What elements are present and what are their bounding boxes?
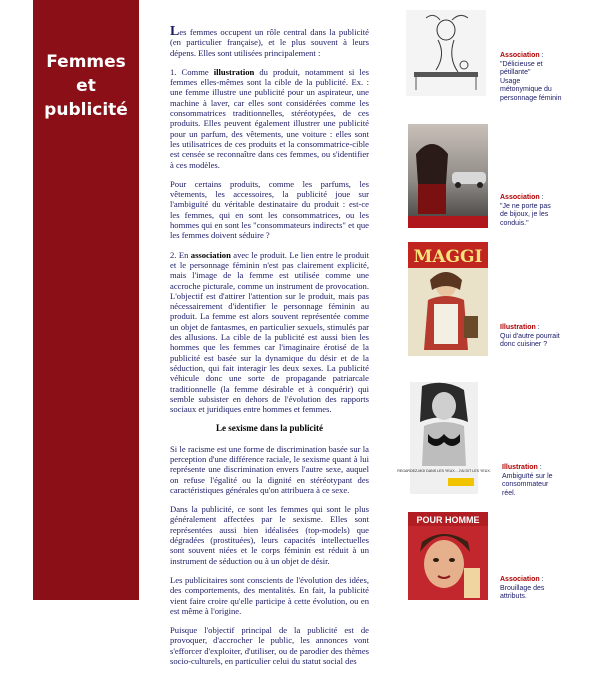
- item1-prefix: 1. Comme: [170, 66, 214, 77]
- caption-label: Association: [500, 194, 540, 201]
- article: [170, 24, 369, 675]
- item2-prefix: 2. En: [170, 249, 191, 260]
- title-line-1: Femmes: [46, 52, 126, 72]
- caption-label: Illustration: [502, 464, 538, 471]
- item-illustration: [170, 67, 369, 170]
- intro-paragraph: [170, 24, 369, 58]
- caption-1: Association : "Délicieuse et pétillante" Usage métonymique du personnage féminin: [500, 52, 562, 102]
- maggi-logo: MAGGI: [413, 247, 483, 267]
- caption-line: Brouillage des attributs.: [500, 584, 545, 600]
- caption-line: "Délicieuse et pétillante": [500, 60, 543, 76]
- caption-line: Usage métonymique du personnage féminin: [500, 77, 562, 102]
- caption-3: Illustration : Qui d'autre pourrait donc cuisiner ?: [500, 324, 560, 348]
- caption-line: Qui d'autre pourrait donc cuisiner ?: [500, 332, 560, 348]
- caption-2: Association : "Je ne porte pas de bijoux, je les conduis.": [500, 194, 551, 227]
- keyword-association: association: [190, 249, 231, 260]
- intro-text: es femmes occupent un rôle central dans la publicité (en particulier française), et le plus souvent à leurs dépens. Elles sont utilisées principalement :: [170, 27, 369, 58]
- paragraph-advertisers: Les publicitaires sont conscients de l'évolution des idées, des comportements, des mentalités. En fait, la publicité vient faire croire qu'elle participe à cette évolution, ou en est même à l'origine.: [170, 574, 369, 616]
- paragraph-women: Dans la publicité, ce sont les femmes qui sont le plus généralement affectées par le sexisme. Elles sont représentées aussi bien idéalisées (top-models) que dégradées (prostituées), leurs capacités intellectuelles sont souvent niées et le corps féminin est réduit à un instrument de séduction ou à un objet de désir.: [170, 504, 369, 566]
- ad-image-lingerie[interactable]: [397, 382, 491, 494]
- title-line-2: et: [76, 76, 96, 96]
- item1-text: du produit, notamment si les femmes elles-mêmes sont la cible de la publicité. Ex. : une femme illustre une publicité pour un aspirateur, une machine à laver, car elles sont considérées comme les consommatrices traditionnelles, stéréotypées, de ces produits. Elles peuvent également illustrer une publicité pour un parfum, des vêtements, une voiture : elles sont les utilisatrices de ces produits et la consommatrice-cible est censée se reconnaître dans ces femmes, ou s'identifier à ces modèles.: [170, 66, 369, 170]
- caption-line: "Je ne porte pas de bijoux, je les conduis.": [500, 202, 551, 227]
- caption-label: Association: [500, 576, 540, 583]
- ad-image-car[interactable]: [408, 124, 488, 228]
- ad-image-pour-homme[interactable]: [408, 512, 488, 600]
- caption-label: Association: [500, 52, 540, 59]
- paragraph-products: Pour certains produits, comme les parfums, les vêtements, les accessoires, la publicité joue sur l'ambiguïté du véritable destinataire du produit : est-ce les femmes, qui en sont les consommatrices, ou les hommes qui en sont les "consommateurs indirects" et que les femmes doivent séduire ?: [170, 178, 369, 241]
- caption-5: Association : Brouillage des attributs.: [500, 576, 545, 600]
- ad-text: REGARDEZ-MOI DANS LES YEUX... J'AI DIT LES YEUX.: [397, 469, 491, 473]
- item-association: [170, 250, 369, 415]
- paragraph-racism: Si le racisme est une forme de discrimination basée sur la perception d'une différence raciale, le sexisme quant à lui représente une discrimination envers l'autre sexe, auquel on refuse l'égalité ou la dignité en stéréotypant des caractéristiques générales qu'on attribuera à ce sexe.: [170, 443, 369, 495]
- ad-image-sketch[interactable]: [406, 10, 486, 96]
- sidebar: [33, 0, 139, 600]
- caption-line: Ambiguïté sur le consommateur réel.: [502, 472, 553, 497]
- keyword-illustration: illustration: [213, 66, 255, 77]
- sidebar-title: [33, 50, 139, 122]
- paragraph-objective: Puisque l'objectif principal de la publicité est de provoquer, d'accrocher le public, les annonces vont s'efforcer d'exploiter, d'utiliser, ou de parodier des thèmes socio-culturels, en particulier celui du statut social des: [170, 625, 369, 667]
- caption-label: Illustration: [500, 324, 536, 331]
- drop-cap: L: [170, 24, 180, 39]
- ad-text: POUR HOMME: [416, 515, 480, 525]
- ad-image-maggi[interactable]: [408, 242, 488, 356]
- item2-text: avec le produit. Le lien entre le produit et le personnage féminin n'est pas clairement explicité, mais l'image de la femme est utilisée comme une accroche picturale, comme un instrument de provocation. L'objectif est d'attirer l'attention sur le produit, mais pas nécessairement d'identifier le personnage féminin au produit. La femme est alors souvent représentée comme un objet de fantasmes, en particulier sexuels, stimulés par des allusions. La cible de la publicité est aussi bien les hommes que les femmes car l'imaginaire érotisé de la publicité est basée sur la dynamique du désir et de la séduction, qui fait interagir les deux sexes. La publicité véhicule donc une sorte de propagande patriarcale traditionnelle (la femme désirable et à conquérir) qui semble subsister en dehors de l'évolution des rapports sociaux et juridiques entre hommes et femmes.: [170, 249, 369, 415]
- section-heading: Le sexisme dans la publicité: [215, 423, 323, 434]
- title-line-3: publicité: [44, 100, 128, 120]
- caption-4: Illustration : Ambiguïté sur le consommateur réel.: [502, 464, 553, 497]
